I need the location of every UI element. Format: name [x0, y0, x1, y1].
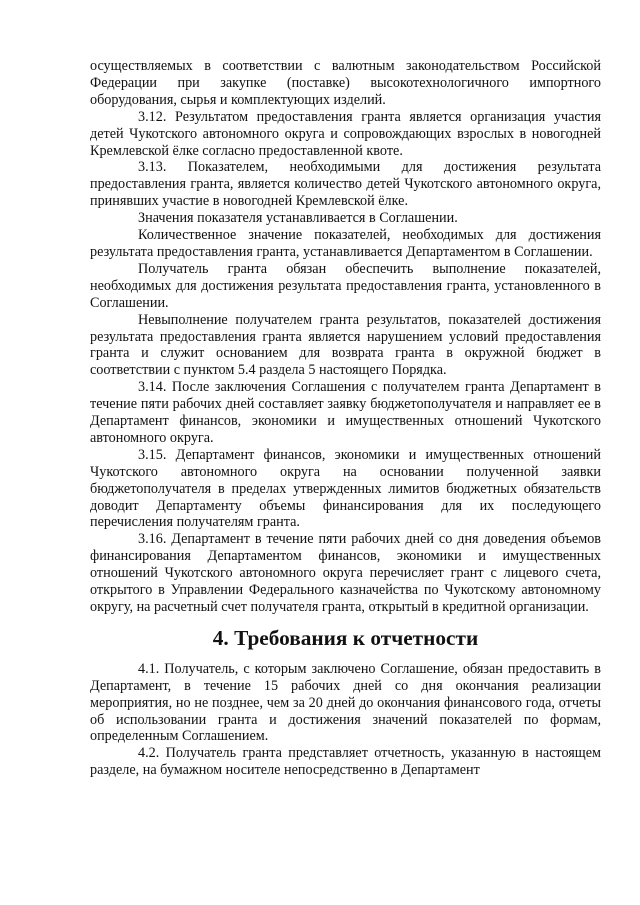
paragraph-3-14: 3.14. После заключения Соглашения с получателем гранта Департамент в течение пяти рабочих дней составляет заявку бюджетополучателя и направляет ее в Департамент финансов, экономики и имущественных отношений Чукотского автономного округа.	[90, 379, 601, 446]
paragraph-3-15: 3.15. Департамент финансов, экономики и имущественных отношений Чукотского автономного округа на основании полученной заявки бюджетополучателя в пределах утвержденных лимитов бюджетных обязательств доводит Департаменту объемы финансирования для их последующего перечисления получателям гранта.	[90, 446, 601, 531]
paragraph-3-13: 3.13. Показателем, необходимыми для достижения результата предоставления гранта, является количество детей Чукотского автономного округа, принявших участие в новогодней Кремлевской ёлке.	[90, 159, 601, 210]
paragraph-4-1: 4.1. Получатель, с которым заключено Соглашение, обязан предоставить в Департамент, в течение 15 рабочих дней со дня окончания реализации мероприятия, но не позднее, чем за 20 дней до окончания финансового года, отчеты об использовании гранта и достижения значений показателей по формам, определенным Соглашением.	[90, 660, 601, 745]
paragraph-3-12: 3.12. Результатом предоставления гранта является организация участия детей Чукотского автономного округа и сопровождающих взрослых в новогодней Кремлевской ёлке согласно предоставленной квоте.	[90, 108, 601, 159]
paragraph: Значения показателя устанавливается в Соглашении.	[138, 210, 458, 227]
paragraph: Получатель гранта обязан обеспечить выполнение показателей, необходимых для достижения результата предоставления гранта, установленного в Соглашении.	[90, 260, 601, 311]
paragraph: Невыполнение получателем гранта результатов, показателей достижения результата предоставления гранта является нарушением условий предоставления гранта и служит основанием для возврата гранта в окружной бюджет в соответствии с пунктом 5.4 раздела 5 настоящего Порядка.	[90, 311, 601, 379]
document-page	[90, 58, 601, 779]
paragraph-3-16: 3.16. Департамент в течение пяти рабочих дней со дня доведения объемов финансирования Департаментом финансов, экономики и имущественных отношений Чукотского автономного округа перечисляет грант с лицевого счета, открытого в Управлении Федерального казначейства по Чукотскому автономному округу, на расчетный счет получателя гранта, открытый в кредитной организации.	[90, 531, 601, 615]
paragraphs-after	[90, 661, 601, 779]
paragraph: Количественное значение показателей, необходимых для достижения результата предоставления гранта, устанавливается Департаментом в Соглашении.	[90, 227, 601, 260]
paragraph-4-2: 4.2. Получатель гранта представляет отчетность, указанную в настоящем разделе, на бумажном носителе непосредственно в Департамент	[90, 745, 601, 779]
paragraphs-before	[90, 58, 601, 616]
paragraph: осуществляемых в соответствии с валютным законодательством Российской Федерации при закупке (поставке) высокотехнологичного импортного оборудования, сырья и комплектующих изделий.	[90, 58, 601, 108]
section-heading: 4. Требования к отчетности	[212, 625, 479, 650]
